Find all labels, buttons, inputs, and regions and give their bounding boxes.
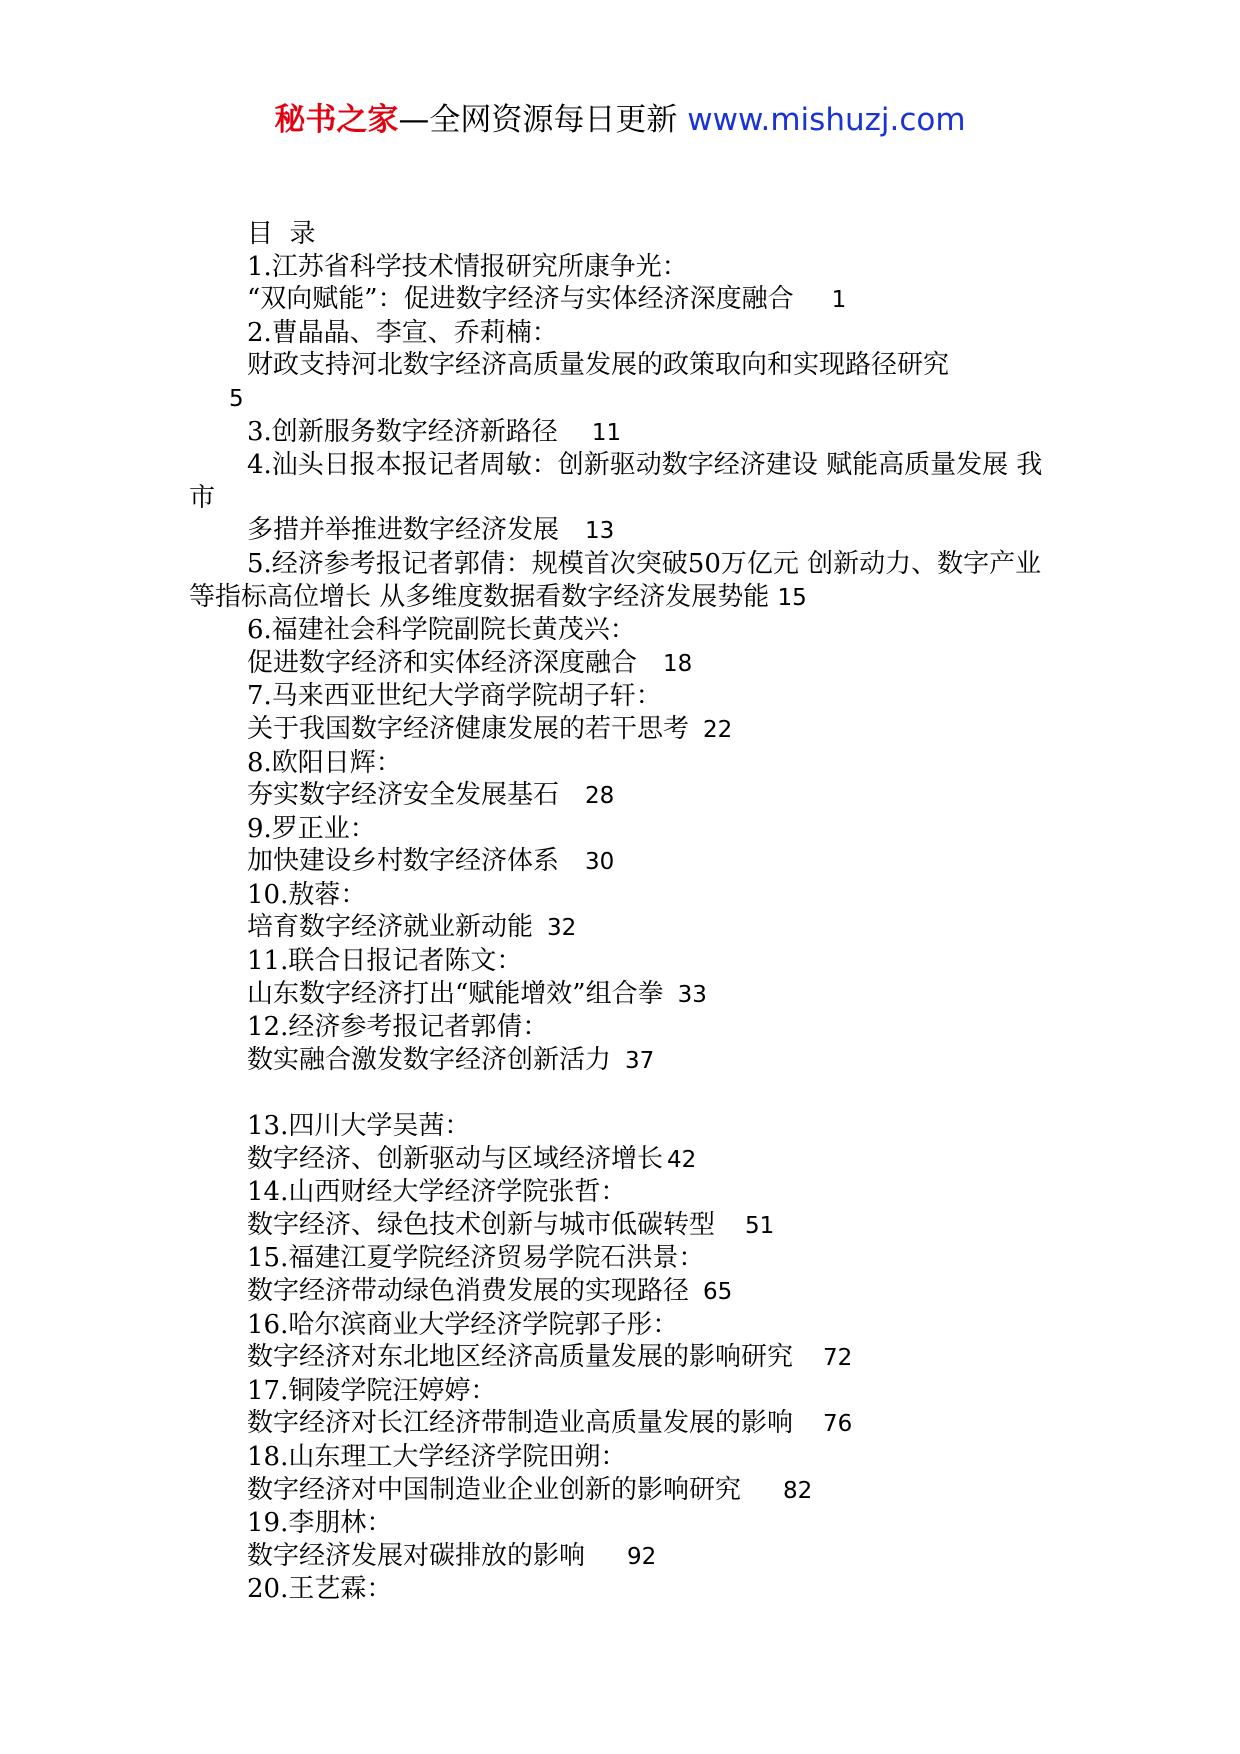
toc-entry-author: 20.王艺霖： xyxy=(247,1574,393,1605)
toc-entry-title: 数字经济对中国制造业企业创新的影响研究 xyxy=(247,1474,742,1505)
toc-page-number: 15 xyxy=(777,584,807,611)
toc-entry-author: 12.经济参考报记者郭倩： xyxy=(247,1012,549,1043)
toc-entry xyxy=(189,548,1055,614)
toc-page-number: 42 xyxy=(667,1146,697,1173)
toc-entry xyxy=(189,1407,1055,1441)
toc-entry xyxy=(189,1474,1055,1508)
toc-entry xyxy=(189,1209,1055,1243)
toc-entry-title: 数字经济、创新驱动与区域经济增长 xyxy=(247,1143,664,1174)
toc-entry-author: 1.江苏省科学技术情报研究所康争光： xyxy=(247,251,688,282)
header-slogan: —全网资源每日更新 xyxy=(398,102,688,138)
toc-page-number: 65 xyxy=(703,1279,733,1305)
toc-page-number: 51 xyxy=(745,1212,775,1239)
toc-entry-title: 促进数字经济和实体经济深度融合 xyxy=(247,647,638,678)
toc-page-number: 92 xyxy=(627,1543,657,1570)
toc-entry-author: 18.山东理工大学经济学院田朔： xyxy=(247,1441,627,1472)
toc-entry-title: 多措并举推进数字经济发展 xyxy=(247,515,560,546)
toc-entry xyxy=(189,1275,1055,1309)
toc-entry-title: 财政支持河北数字经济高质量发展的政策取向和实现路径研究 xyxy=(247,350,950,381)
toc-page-number: 30 xyxy=(585,849,615,876)
toc-entry-author: 2.曹晶晶、李宣、乔莉楠： xyxy=(247,317,558,348)
toc-page-number: 1 xyxy=(831,287,847,314)
toc-entry xyxy=(189,1143,1055,1177)
blank-line xyxy=(189,1077,1055,1110)
toc-entry-title: 数字经济对长江经济带制造业高质量发展的影响 xyxy=(247,1408,794,1439)
toc-entry-author: 10.敖蓉： xyxy=(247,879,367,910)
toc-entry-author: 9.罗正业： xyxy=(247,813,376,844)
toc-entry-title: 关于我国数字经济健康发展的若干思考 xyxy=(247,713,690,744)
toc-entry-author: 6.福建社会科学院副院长黄茂兴： xyxy=(247,615,636,646)
toc-page-number: 76 xyxy=(823,1411,853,1438)
toc-entry-author: 14.山西财经大学经济学院张哲： xyxy=(247,1177,627,1208)
toc-entry xyxy=(189,845,1055,879)
toc-entry xyxy=(189,514,1055,548)
toc-entry xyxy=(189,1044,1055,1078)
toc-entry-title: 5.经济参考报记者郭倩：规模首次突破50万亿元 创新动力、数字产业等指标高位增长 从多维度数据看数字经济发展势能 xyxy=(189,548,1042,612)
toc-entry xyxy=(189,1341,1055,1375)
toc-page-number: 13 xyxy=(585,518,615,545)
toc-page-number: 72 xyxy=(823,1345,853,1372)
toc-entry-title: 数字经济对东北地区经济高质量发展的影响研究 xyxy=(247,1342,794,1373)
toc-entry-title: 山东数字经济打出“赋能增效”组合拳 xyxy=(247,978,664,1009)
site-url[interactable]: www.mishuzj.com xyxy=(687,102,966,138)
toc-entry-title: 数字经济带动绿色消费发展的实现路径 xyxy=(247,1276,690,1306)
toc-entry xyxy=(189,1540,1055,1574)
toc-page-number: 5 xyxy=(229,385,244,412)
toc-entry-title: 数字经济、绿色技术创新与城市低碳转型 xyxy=(247,1209,716,1240)
toc-entry-author: 8.欧阳日辉： xyxy=(247,747,402,778)
toc-page-number: 37 xyxy=(625,1047,655,1074)
table-of-contents xyxy=(189,218,1055,1606)
toc-page-number: 33 xyxy=(677,981,707,1008)
brand-name: 秘书之家 xyxy=(274,102,399,138)
toc-page-number: 28 xyxy=(585,783,615,810)
toc-entry-author: 17.铜陵学院汪婷婷： xyxy=(247,1375,497,1406)
toc-entry-author: 13.四川大学吴茜： xyxy=(247,1111,471,1142)
toc-entry xyxy=(189,911,1055,945)
site-header xyxy=(0,100,1240,140)
toc-entry-author: 19.李朋林： xyxy=(247,1508,393,1539)
toc-page-number: 22 xyxy=(703,716,733,743)
toc-entry-title: 培育数字经济就业新动能 xyxy=(247,912,534,943)
toc-title: 目 录 xyxy=(247,219,316,249)
toc-entry xyxy=(189,779,1055,813)
toc-page-number: 82 xyxy=(783,1477,813,1504)
toc-entry-title: 夯实数字经济安全发展基石 xyxy=(247,780,560,811)
toc-entry-title: 3.创新服务数字经济新路径 xyxy=(247,416,558,447)
toc-entry-author: 11.联合日报记者陈文： xyxy=(247,946,523,977)
toc-entry xyxy=(189,647,1055,681)
toc-page-number: 11 xyxy=(591,419,622,446)
toc-page-number: 32 xyxy=(547,915,577,942)
toc-entry xyxy=(189,978,1055,1012)
toc-entry-author: 15.福建江夏学院经济贸易学院石洪景： xyxy=(247,1243,705,1274)
toc-page-number: 18 xyxy=(663,650,693,677)
toc-entry-title: 数字经济发展对碳排放的影响 xyxy=(247,1540,586,1571)
toc-entry xyxy=(189,713,1055,747)
toc-entry-author: 16.哈尔滨商业大学经济学院郭子彤： xyxy=(247,1309,679,1340)
toc-entry-title: “双向赋能”：促进数字经济与实体经济深度融合 xyxy=(247,284,794,315)
toc-entry-title: 加快建设乡村数字经济体系 xyxy=(247,846,560,877)
toc-entry-author: 7.马来西亚世纪大学商学院胡子轩： xyxy=(247,681,662,712)
toc-entry-title: 数实融合激发数字经济创新活力 xyxy=(247,1044,612,1075)
toc-entry xyxy=(189,283,1055,317)
toc-entry-author: 4.汕头日报本报记者周敏：创新驱动数字经济建设 赋能高质量发展 我市 xyxy=(189,450,1043,513)
toc-entry xyxy=(189,416,1055,450)
